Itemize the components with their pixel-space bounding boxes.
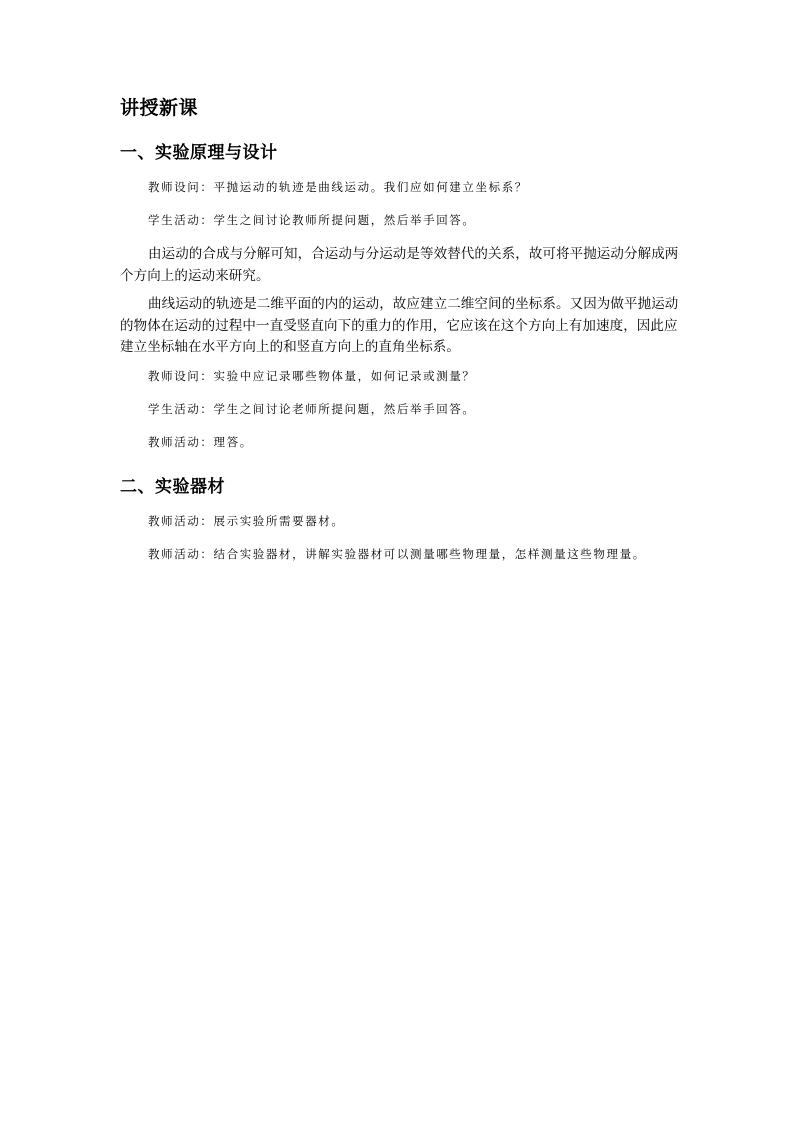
teacher-question-coordinate: 教师设问：平抛运动的轨迹是曲线运动。我们应如何建立坐标系？ xyxy=(148,180,528,194)
section-spacer xyxy=(120,466,686,474)
teacher-activity-show-equipment: 教师活动：展示实验所需要器材。 xyxy=(148,513,345,528)
paragraph-coordinate-system: 曲线运动的轨迹是二维平面的内的运动，故应建立二维空间的坐标系。又因为做平抛运动的物体在运动的过程中一直受竖直向下的重力的作用，它应该在这个方向上有加速度，因此应建立坐标轴在水平方向上的和竖直方向上的直角坐标系。 xyxy=(120,296,679,355)
section-heading-principle: 一、实验原理与设计 xyxy=(120,143,278,163)
page-title: 讲授新课 xyxy=(120,97,199,119)
paragraph-motion-decomposition: 由运动的合成与分解可知，合运动与分运动是等效替代的关系，故可将平抛运动分解成两个方向上的运动来研究。 xyxy=(120,246,679,284)
student-activity-discuss-2: 学生活动：学生之间讨论老师所提问题，然后举手回答。 xyxy=(148,401,476,416)
teacher-activity-explain-equipment: 教师活动：结合实验器材，讲解实验器材可以测量哪些物理量，怎样测量这些物理量。 xyxy=(148,546,646,561)
student-activity-discuss-1: 学生活动：学生之间讨论教师所提问题，然后举手回答。 xyxy=(148,213,476,227)
teacher-activity-answer: 教师活动：理答。 xyxy=(148,434,253,449)
teacher-question-quantities: 教师设问：实验中应记录哪些物体量，如何记录或测量？ xyxy=(148,368,476,383)
document-content xyxy=(120,94,686,578)
section-heading-equipment: 二、实验器材 xyxy=(120,476,225,497)
